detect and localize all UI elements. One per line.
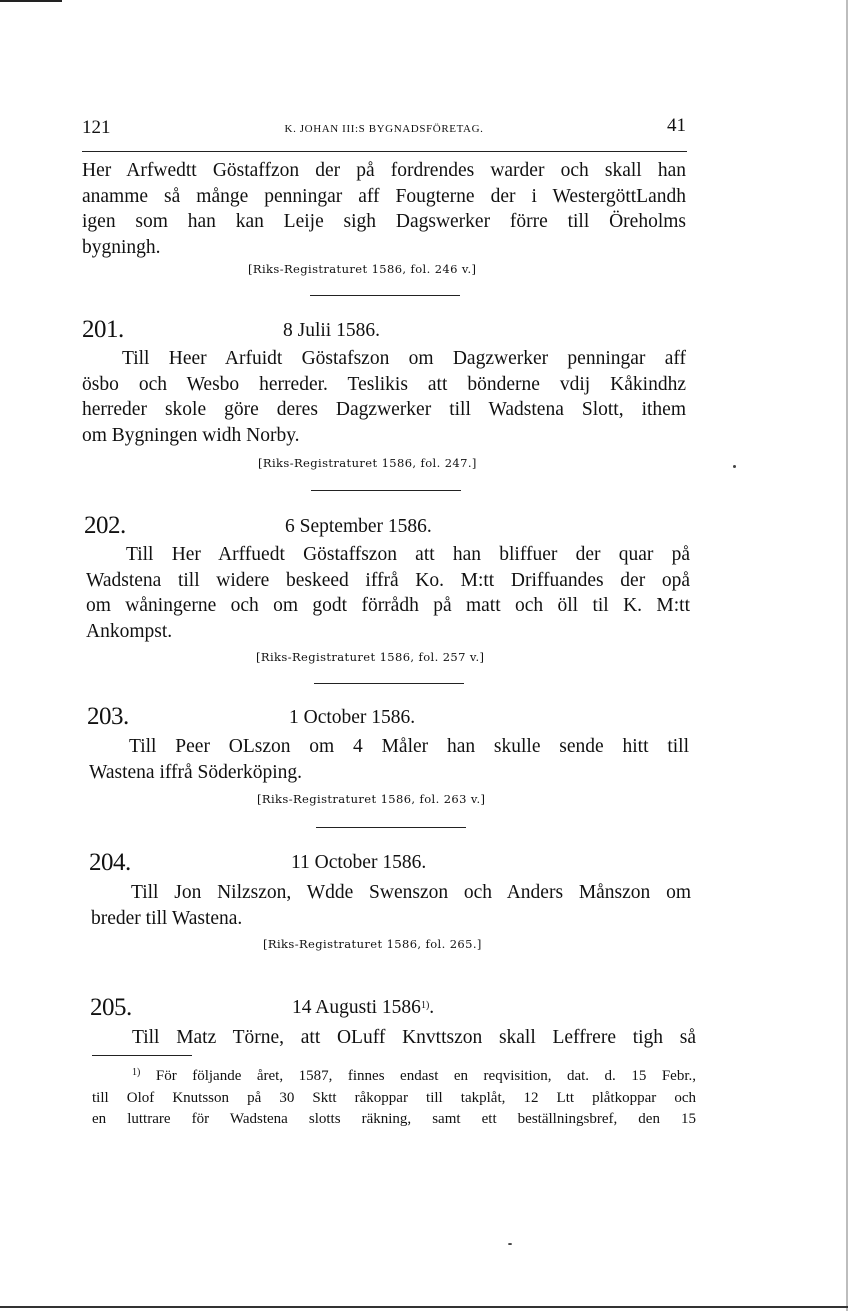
separator-rule <box>314 683 464 684</box>
source-citation: [Riks-Registraturet 1586, fol. 247.] <box>258 456 477 470</box>
entry-text <box>92 1025 696 1051</box>
entry-text <box>82 346 686 448</box>
entry-date-end: . <box>429 997 435 1018</box>
separator-rule <box>316 827 466 828</box>
footnote-line: till Olof Knutsson på 30 Sktt råkoppar till takplåt, 12 Ltt plåtkoppar och <box>92 1089 696 1106</box>
entry-date: 6 September 1586. <box>285 516 432 537</box>
page-number-left: 121 <box>82 117 111 138</box>
entry-number: 203. <box>87 703 129 730</box>
footnote-reference: 1) <box>420 1000 430 1011</box>
entry-date-text: 14 Augusti 1586 <box>292 997 421 1018</box>
text-line: Wadstena till widere beskeed iffrå Ko. M:tt Driffuandes der opå <box>86 569 690 591</box>
text-line: Till Heer Arfuidt Göstafszon om Dagzwerker penningar aff <box>122 348 686 369</box>
text-line: Wastena iffrå Söderköping. <box>89 761 303 783</box>
header-rule <box>82 151 687 152</box>
entry-number: 204. <box>89 849 131 876</box>
entry-number: 202. <box>84 512 126 539</box>
ink-speck <box>733 465 736 468</box>
text-line: om wåningerne och om godt förrådh på matt och öll til K. M:tt <box>86 595 690 616</box>
ink-speck <box>508 1243 512 1245</box>
entry-number: 205. <box>90 994 132 1021</box>
text-line: bygningh. <box>82 236 161 258</box>
footnote <box>92 1066 696 1131</box>
footnote-line-text: För följande året, 1587, finnes endast en reqvisition, dat. d. 15 Febr., <box>155 1068 697 1084</box>
entry-text <box>86 542 690 644</box>
page-number-right: 41 <box>667 115 686 136</box>
text-line: Ankompst. <box>86 620 173 642</box>
footnote-rule <box>92 1055 192 1056</box>
source-citation: [Riks-Registraturet 1586, fol. 265.] <box>263 937 482 951</box>
text-line: Till Jon Nilzszon, Wdde Swenszon och Anders Månszon om <box>131 882 691 903</box>
separator-rule <box>311 490 461 491</box>
entry-date <box>292 997 434 1019</box>
continuation-text <box>82 158 686 260</box>
footnote-mark: 1) <box>132 1067 141 1078</box>
text-line: anamme så månge penningar aff Fougterne der i WestergöttLandh <box>82 185 686 207</box>
entry-text <box>91 880 691 931</box>
source-citation: [Riks-Registraturet 1586, fol. 246 v.] <box>248 262 477 276</box>
running-title: K. JOHAN III:S BYGNADSFÖRETAG. <box>284 123 484 135</box>
text-line: Till Matz Törne, att OLuff Knvttszon skall Leffrere tigh så <box>132 1027 696 1048</box>
entry-date: 11 October 1586. <box>291 852 427 873</box>
text-line: ösbo och Wesbo herreder. Teslikis att bönderne vdij Kåkindhz <box>82 373 686 395</box>
text-line: Till Her Arffuedt Göstaffszon att han bliffuer der quar på <box>126 544 690 565</box>
text-line: om Bygningen widh Norby. <box>82 424 300 446</box>
entry-date: 1 October 1586. <box>289 707 416 728</box>
text-line: igen som han kan Leije sigh Dagswerker förre till Öreholms <box>82 211 686 232</box>
page-edge-bottom <box>0 1306 848 1308</box>
source-citation: [Riks-Registraturet 1586, fol. 263 v.] <box>257 792 486 806</box>
entry-date: 8 Julii 1586. <box>283 320 380 341</box>
text-line: Her Arfwedtt Göstaffzon der på fordrendes warder och skall han <box>82 160 686 181</box>
entry-text <box>89 734 689 785</box>
text-line: Till Peer OLszon om 4 Måler han skulle sende hitt till <box>129 736 689 757</box>
separator-rule <box>310 295 460 296</box>
text-line: herreder skole göre deres Dagzwerker till Wadstena Slott, ithem <box>82 399 686 420</box>
entry-number: 201. <box>82 316 124 343</box>
text-line: breder till Wastena. <box>91 907 243 929</box>
page-edge-top <box>0 0 62 2</box>
footnote-line <box>92 1066 696 1088</box>
footnote-line: en luttrare för Wadstena slotts räkning, samt ett beställningsbref, den 15 <box>92 1111 696 1127</box>
source-citation: [Riks-Registraturet 1586, fol. 257 v.] <box>256 650 485 664</box>
